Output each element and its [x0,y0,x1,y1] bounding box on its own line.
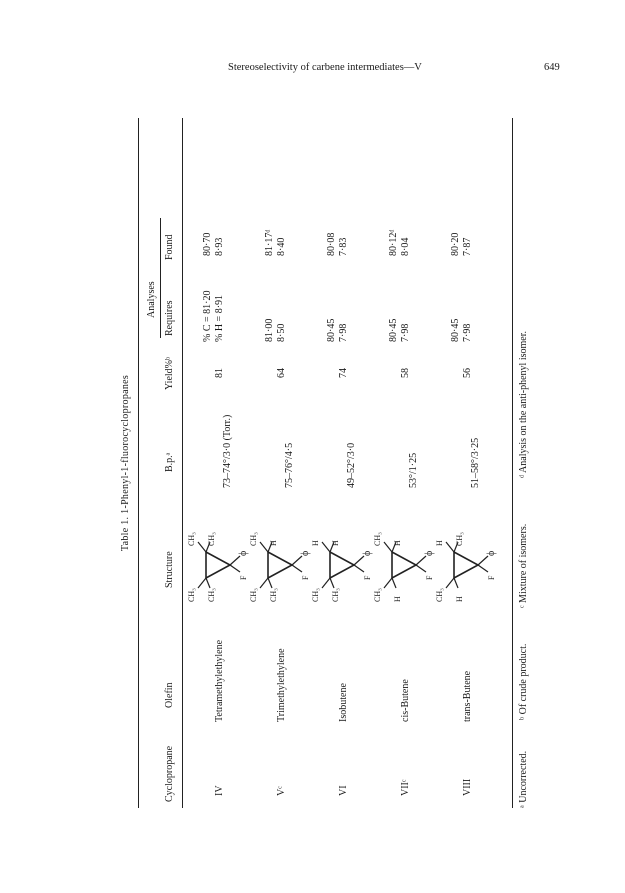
found-c: 80·08 [326,232,337,256]
substituent-b: H [455,596,464,602]
substituent-d: CH₃ [455,532,464,546]
running-head: Stereoselectivity of carbene intermediates—V [228,62,422,73]
substituent-c: H [311,540,320,546]
substituent-d: H [393,540,402,546]
row-id: Vᶜ [276,786,287,796]
substituent-a: CH₃ [373,588,382,602]
requires-c: 80·45 [326,318,337,342]
phenyl-icon: ϕ [238,550,249,556]
substituent-d: H [331,540,340,546]
found-c: 80·12ᵈ [388,229,399,256]
substituent-b: CH₃ [269,588,278,602]
analyses-header: Analyses [146,281,157,318]
phenyl-icon: ϕ [486,550,497,556]
row-requires [264,319,288,342]
row-id: VI [338,785,349,796]
footnote-d: ᵈ Analysis on the anti-phenyl isomer. [518,331,529,478]
row-requires [450,319,474,342]
requires-c: 80·45 [388,318,399,342]
row-olefin: trans-Butene [462,670,473,722]
substituent-a: CH₃ [311,588,320,602]
found-h: 7·87 [462,237,473,256]
requires-c: 81·00 [264,318,275,342]
requires-h: % H = 8·91 [214,294,225,342]
cyclopropane-structure [310,530,380,602]
phenyl-icon: ϕ [300,550,311,556]
substituent-d: H [269,540,278,546]
row-found [202,233,226,256]
substituent-d: CH₃ [207,532,216,546]
row-id: IV [214,785,225,796]
requires-h: 7·98 [400,323,411,342]
phenyl-icon: ϕ [362,550,373,556]
row-yield: 81 [214,368,225,378]
cyclopropane-ring [186,530,256,602]
row-olefin: Trimethylethylene [276,648,287,722]
fluorine-label: F [239,575,248,580]
substituent-a: CH₃ [435,588,444,602]
row-id: VIII [462,778,473,796]
substituent-b: CH₃ [207,588,216,602]
row-bp: 73–74°/3·0 (Torr.) [222,414,233,488]
row-yield: 64 [276,368,287,378]
row-olefin: Isobutene [338,683,349,722]
requires-c: % C = 81·20 [202,290,213,342]
cyclopropane-ring [372,530,442,602]
col-olefin: Olefin [164,682,175,708]
requires-h: 7·98 [462,323,473,342]
cyclopropane-structure [248,530,318,602]
found-c: 81·17ᵈ [264,229,275,256]
requires-h: 8·50 [276,323,287,342]
footnote-c: ᶜ Mixture of isomers. [518,523,529,608]
substituent-a: CH₃ [187,588,196,602]
rotated-table [120,118,540,808]
row-id: VIIᶜ [400,779,411,796]
cyclopropane-structure [372,530,442,602]
row-yield: 56 [462,368,473,378]
substituent-c: CH₃ [187,532,196,546]
fluorine-label: F [487,575,496,580]
row-olefin: cis-Butene [400,679,411,722]
phenyl-icon: ϕ [424,550,435,556]
bottom-rule [512,118,513,808]
col-structure: Structure [164,551,175,588]
row-found [388,230,412,256]
found-h: 7·83 [338,237,349,256]
row-yield: 74 [338,368,349,378]
cyclopropane-ring [248,530,318,602]
substituent-b: CH₃ [331,588,340,602]
row-requires [202,291,226,342]
substituent-c: CH₃ [373,532,382,546]
col-requires: Requires [164,300,175,336]
row-requires [388,319,412,342]
col-yield: Yield%ᵇ [164,356,175,390]
footnote-a: ᵃ Uncorrected. [518,750,529,808]
row-requires [326,319,350,342]
fluorine-label: F [425,575,434,580]
requires-h: 7·98 [338,323,349,342]
footnote-b: ᵇ Of crude product. [518,643,529,720]
fluorine-label: F [301,575,310,580]
col-bp: B.p.ᵃ [164,452,175,472]
cyclopropane-structure [186,530,256,602]
cyclopropane-ring [310,530,380,602]
row-olefin: Tetramethylethylene [214,639,225,722]
row-bp: 75–76°/4·5 [284,442,295,488]
found-c: 80·70 [202,232,213,256]
found-h: 8·40 [276,237,287,256]
row-bp: 51–58°/3·25 [470,437,481,488]
requires-c: 80·45 [450,318,461,342]
table-caption: Table 1. 1-Phenyl-1-fluorocyclopropanes [120,374,131,552]
row-found [326,233,350,256]
col-cyclopropane: Cyclopropane [164,745,175,802]
found-c: 80·20 [450,232,461,256]
found-h: 8·93 [214,237,225,256]
fluorine-label: F [363,575,372,580]
substituent-c: CH₃ [249,532,258,546]
row-yield: 58 [400,368,411,378]
table-body [120,118,520,808]
col-found: Found [164,234,175,260]
row-bp: 49–52°/3·0 [346,442,357,488]
substituent-b: H [393,596,402,602]
cyclopropane-ring [434,530,504,602]
cyclopropane-structure [434,530,504,602]
row-found [264,230,288,256]
found-h: 8·04 [400,237,411,256]
substituent-a: CH₃ [249,588,258,602]
substituent-c: H [435,540,444,546]
row-bp: 53°/1·25 [408,452,419,488]
row-found [450,233,474,256]
page-number: 649 [544,62,560,73]
